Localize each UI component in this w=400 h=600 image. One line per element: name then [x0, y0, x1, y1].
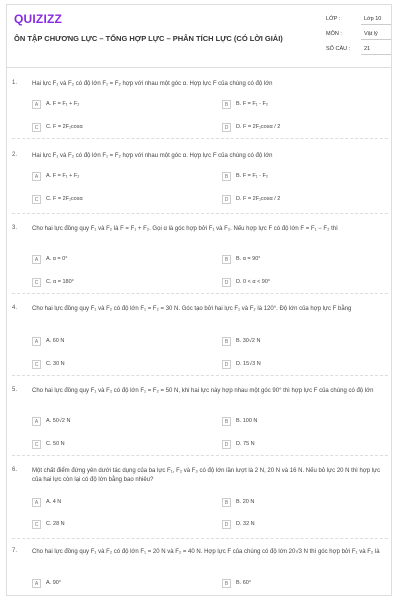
option-text: D. F = 2F₁cosα / 2 — [236, 196, 281, 202]
question-number: 2. — [12, 152, 18, 158]
class-underline — [361, 24, 391, 25]
option-text: C. α = 180° — [46, 279, 74, 285]
option-a[interactable] — [32, 417, 182, 427]
class-value: Lớp 10 — [364, 16, 382, 22]
option-letter-box: B — [222, 172, 231, 181]
option-a[interactable] — [32, 255, 182, 265]
option-b[interactable] — [222, 172, 372, 182]
option-text: B. 100 N — [236, 418, 258, 424]
option-letter-box: D — [222, 360, 231, 369]
question-divider — [12, 293, 388, 294]
option-text: C. 28 N — [46, 521, 65, 527]
question-number: 1. — [12, 80, 18, 86]
question-5 — [12, 387, 388, 457]
question-3 — [12, 225, 388, 295]
option-b[interactable] — [222, 498, 372, 508]
option-letter-box: D — [222, 123, 231, 132]
option-letter-box: C — [32, 195, 41, 204]
option-b[interactable] — [222, 100, 372, 110]
option-a[interactable] — [32, 172, 182, 182]
question-2 — [12, 152, 388, 212]
subject-label: MÔN : — [326, 31, 342, 37]
option-text: B. 60° — [236, 580, 252, 586]
question-divider — [12, 375, 388, 376]
option-text: A. F = F₁ + F₂ — [46, 101, 80, 107]
option-text: C. 30 N — [46, 361, 65, 367]
option-text: B. α = 90° — [236, 256, 261, 262]
question-text: Cho hai lực đồng quy F₁ và F₂ có độ lớn F₁ = F₂ = 50 N, khi hai lực này hợp nhau một góc 90° thì hợp lực F của chúng có độ lớn — [32, 388, 374, 394]
option-letter-box: B — [222, 255, 231, 264]
question-number: 6. — [12, 467, 18, 473]
option-text: D. F = 2F₁cosα / 2 — [236, 124, 281, 130]
option-a[interactable] — [32, 579, 182, 589]
option-a[interactable] — [32, 337, 182, 347]
option-b[interactable] — [222, 255, 372, 265]
question-4 — [12, 305, 388, 375]
option-letter-box: A — [32, 337, 41, 346]
question-text: Hai lực F₁ và F₂ có độ lớn F₁ = F₂ hợp với nhau một góc α. Hợp lực F của chúng có độ lớn — [32, 153, 273, 159]
option-d[interactable] — [222, 123, 372, 133]
count-value: 21 — [364, 46, 371, 52]
option-d[interactable] — [222, 520, 372, 530]
option-d[interactable] — [222, 440, 372, 450]
subject-underline — [361, 39, 391, 40]
option-c[interactable] — [32, 440, 182, 450]
option-text: A. 50√2 N — [46, 418, 71, 424]
option-text: D. 0 < α < 90° — [236, 279, 271, 285]
option-text: B. 30√2 N — [236, 338, 261, 344]
option-letter-box: B — [222, 100, 231, 109]
option-text: D. 75 N — [236, 441, 255, 447]
option-text: B. 20 N — [236, 499, 255, 505]
question-number: 3. — [12, 225, 18, 231]
option-c[interactable] — [32, 520, 182, 530]
option-letter-box: A — [32, 100, 41, 109]
option-letter-box: A — [32, 498, 41, 507]
question-text: Cho hai lực đồng quy F₁ và F₂ là F = F₁ + F₂. Gọi α là góc hợp bởi F₁ và F₂. Nếu hợp lực F có độ lớn F = F₁ − F₂ thì — [32, 226, 338, 232]
option-d[interactable] — [222, 195, 372, 205]
question-number: 7. — [12, 548, 18, 554]
option-letter-box: C — [32, 123, 41, 132]
option-text: C. F = 2F₁cosα — [46, 124, 83, 130]
option-b[interactable] — [222, 579, 372, 589]
document-header — [6, 4, 392, 68]
question-1 — [12, 80, 388, 140]
option-letter-box: A — [32, 172, 41, 181]
question-number: 5. — [12, 387, 18, 393]
option-text: B. F = F₁ - F₂ — [236, 173, 268, 179]
option-letter-box: B — [222, 498, 231, 507]
option-letter-box: C — [32, 520, 41, 529]
option-text: C. F = 2F₁cosα — [46, 196, 83, 202]
option-text: A. 90° — [46, 580, 62, 586]
question-divider — [12, 455, 388, 456]
option-letter-box: B — [222, 417, 231, 426]
option-b[interactable] — [222, 337, 372, 347]
option-letter-box: B — [222, 337, 231, 346]
count-underline — [361, 54, 391, 55]
option-text: B. F = F₁ - F₂ — [236, 101, 268, 107]
option-b[interactable] — [222, 417, 372, 427]
option-a[interactable] — [32, 100, 182, 110]
option-letter-box: A — [32, 255, 41, 264]
option-c[interactable] — [32, 278, 182, 288]
option-c[interactable] — [32, 123, 182, 133]
question-6 — [12, 467, 388, 537]
option-text: A. 4 N — [46, 499, 62, 505]
option-letter-box: A — [32, 417, 41, 426]
option-text: D. 15√3 N — [236, 361, 261, 367]
option-letter-box: C — [32, 360, 41, 369]
option-letter-box: B — [222, 579, 231, 588]
class-label: LỚP : — [326, 16, 341, 22]
option-letter-box: D — [222, 195, 231, 204]
question-text: Cho hai lực đồng quy F₁ và F₂ có độ lớn F₁ = F₂ = 30 N. Góc tạo bởi hai lực F₁ và F₂ là 120°. Độ lớn của hợp lực F bằng — [32, 306, 352, 312]
option-letter-box: C — [32, 278, 41, 287]
quizizz-logo: QUIZIZZ — [14, 12, 63, 26]
option-text: D. 32 N — [236, 521, 255, 527]
option-d[interactable] — [222, 360, 372, 370]
option-letter-box: A — [32, 579, 41, 588]
question-7 — [12, 548, 388, 596]
document-title: ÔN TẬP CHƯƠNG LỰC – TỔNG HỢP LỰC – PHÂN TÍCH LỰC (CÓ LỜI GIẢI) — [14, 34, 283, 43]
question-divider — [12, 538, 388, 539]
option-text: A. α = 0° — [46, 256, 68, 262]
question-text: Một chất điểm đứng yên dưới tác dụng của ba lực F₁, F₂ và F₃ có độ lớn lần lượt là 2 N, 20 N và 16 N. Nếu bỏ lực 20 N thì hợp lực của hai lực còn lại có độ lớn bằng bao nhiêu? — [32, 468, 381, 483]
option-letter-box: D — [222, 440, 231, 449]
option-text: C. 50 N — [46, 441, 65, 447]
option-text: A. 60 N — [46, 338, 65, 344]
question-divider — [12, 138, 388, 139]
option-c[interactable] — [32, 360, 182, 370]
option-a[interactable] — [32, 498, 182, 508]
question-number: 4. — [12, 305, 18, 311]
option-letter-box: C — [32, 440, 41, 449]
option-d[interactable] — [222, 278, 372, 288]
question-text: Cho hai lực đồng quy F₁ và F₂ có độ lớn F₁ = 20 N và F₂ = 40 N. Hợp lực F của chúng có độ lớn 20√3 N thì góc hợp bởi F₁ và F₂ là — [32, 549, 380, 555]
subject-value: Vật lý — [364, 31, 378, 37]
question-text: Hai lực F₁ và F₂ có độ lớn F₁ = F₂ hợp với nhau một góc α. Hợp lực F của chúng có độ lớn — [32, 81, 273, 87]
option-letter-box: D — [222, 278, 231, 287]
option-c[interactable] — [32, 195, 182, 205]
count-label: SỐ CÂU : — [326, 46, 351, 52]
question-divider — [12, 213, 388, 214]
option-letter-box: D — [222, 520, 231, 529]
option-text: A. F = F₁ + F₂ — [46, 173, 80, 179]
